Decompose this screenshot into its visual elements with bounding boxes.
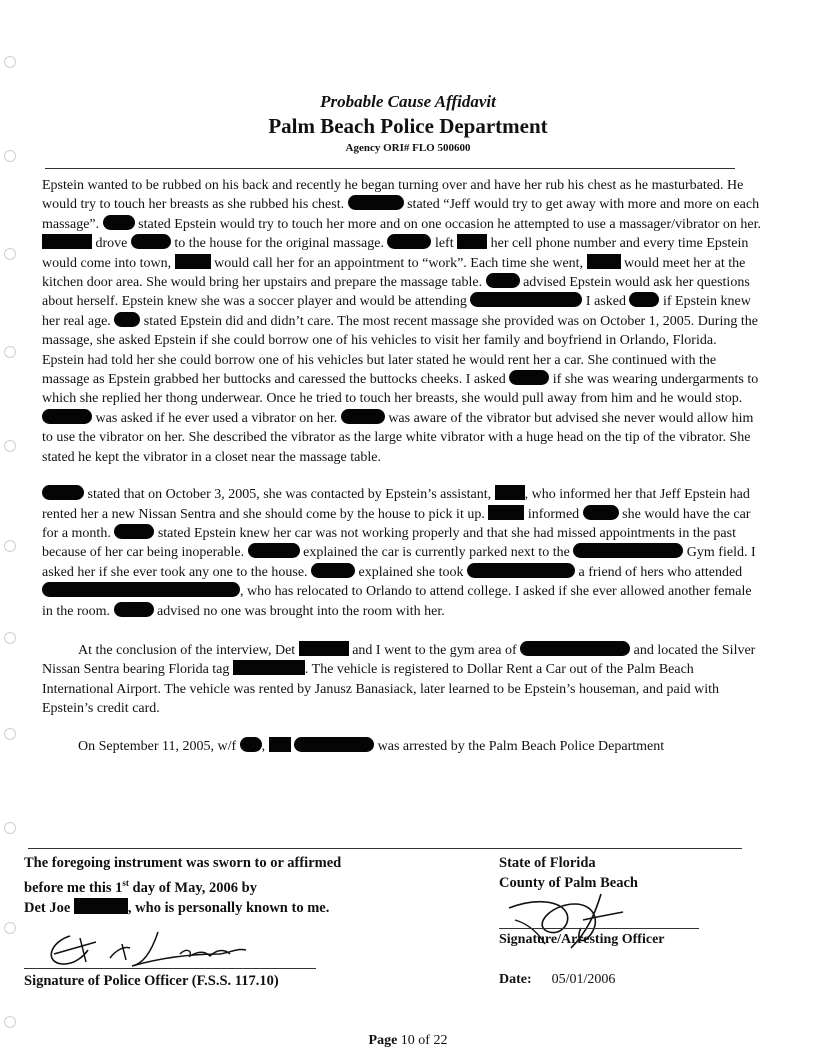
redaction-box bbox=[114, 524, 154, 539]
body-text-segment: informed bbox=[524, 506, 583, 522]
ordinal-suffix: st bbox=[122, 878, 129, 888]
punch-hole-mark bbox=[4, 248, 16, 260]
redaction-box bbox=[248, 543, 300, 558]
redaction-box bbox=[573, 543, 683, 558]
punch-hole-mark bbox=[4, 1016, 16, 1028]
body-text-segment: , who has relocated to Orlando to attend college. I asked if she ever allowed another female in the room. bbox=[42, 584, 752, 619]
redaction-box bbox=[311, 563, 355, 578]
redaction-box bbox=[348, 195, 404, 210]
header-divider bbox=[45, 168, 735, 169]
body-text-segment: explained the car is currently parked next to the bbox=[299, 545, 574, 561]
agency-ori: Agency ORI# FLO 500600 bbox=[345, 142, 471, 154]
redaction-box bbox=[509, 370, 549, 385]
redaction-box bbox=[240, 737, 262, 752]
sworn-line-2-rest: day of May, 2006 by bbox=[128, 879, 257, 896]
body-text-segment: was arrested by the Palm Beach Police Department bbox=[374, 738, 665, 754]
body-text-segment: she would have the car for a month. bbox=[42, 506, 751, 541]
redaction-box bbox=[470, 292, 582, 307]
date-value: 05/01/2006 bbox=[551, 972, 616, 987]
redaction-box bbox=[299, 641, 349, 656]
page-footer bbox=[0, 1033, 816, 1049]
body-text-segment: if Epstein knew her real age. bbox=[42, 294, 751, 329]
body-text-segment: . The vehicle is registered to Dollar Rent a Car out of the Palm Beach International Airport. The vehicle was rented by Janusz Banasiack, later learned to be Epstein’s houseman, and paid with Epstein’s credit card. bbox=[42, 662, 719, 717]
body-text-segment: stated Epstein would try to touch her more and on one occasion he attempted to use a massager/vibrator on her. bbox=[134, 216, 761, 232]
page-total: of 22 bbox=[418, 1033, 448, 1048]
redaction-box bbox=[467, 563, 575, 578]
paragraph-4 bbox=[42, 737, 762, 756]
arresting-signature-label: Signature/Arresting Officer bbox=[499, 932, 665, 947]
sworn-line-3-text: Det Joe bbox=[24, 899, 74, 916]
police-signature-label: Signature of Police Officer (F.S.S. 117.10) bbox=[24, 973, 279, 989]
punch-hole-mark bbox=[4, 632, 16, 644]
paragraph-1 bbox=[42, 176, 762, 467]
redaction-box bbox=[131, 234, 171, 249]
body-text-segment: drove bbox=[92, 236, 131, 252]
redaction-box bbox=[42, 485, 84, 500]
redaction-box bbox=[583, 505, 619, 520]
body-text-segment: would call her for an appointment to “work”. Each time she went, bbox=[210, 255, 587, 271]
body-text-segment: would meet her at the kitchen door area. She would bring her upstairs and prepare the massage table. bbox=[42, 255, 746, 291]
redaction-box bbox=[74, 898, 128, 914]
body-text-segment: was aware of the vibrator but advised she never would allow him to use the vibrator on her. She described the vibrator as the large white vibrator with a huge head on the tip of the vibrator. She stated he kept the vibrator in a closet near the massage table. bbox=[42, 410, 754, 465]
sworn-line-1: The foregoing instrument was sworn to or affirmed bbox=[24, 855, 342, 871]
redaction-box bbox=[488, 505, 524, 520]
redaction-box bbox=[294, 737, 374, 752]
police-officer-signature bbox=[40, 928, 280, 970]
body-text-segment: , bbox=[261, 738, 269, 754]
redaction-box bbox=[629, 292, 659, 307]
sworn-line-2-text: before me this 1 bbox=[24, 879, 123, 896]
redaction-box bbox=[114, 312, 140, 327]
body-text-segment: and I went to the gym area of bbox=[348, 642, 521, 658]
redaction-box bbox=[495, 485, 525, 500]
body-text-segment: stated that on October 3, 2005, she was contacted by Epstein’s assistant, bbox=[84, 487, 495, 503]
body-text-segment: if she was wearing undergarments to which she replied her thong underwear. Once he tried to touch her breasts, she would pull away from him and he would stop. bbox=[42, 372, 759, 407]
redaction-box bbox=[341, 409, 385, 424]
redaction-box bbox=[114, 602, 154, 617]
punch-hole-mark bbox=[4, 922, 16, 934]
punch-hole-mark bbox=[4, 540, 16, 552]
county-line: County of Palm Beach bbox=[499, 875, 638, 891]
punch-hole-mark bbox=[4, 728, 16, 740]
date-label: Date: bbox=[499, 972, 532, 987]
body-text-segment: left bbox=[431, 236, 458, 252]
redaction-box bbox=[269, 737, 291, 752]
body-text-segment: her cell phone number and every time Epstein would come into town, bbox=[42, 236, 749, 271]
body-text-segment: advised Epstein would ask her questions about herself. Epstein knew she was a soccer player and would be attending bbox=[42, 275, 750, 310]
punch-hole-mark bbox=[4, 346, 16, 358]
sworn-statement bbox=[24, 853, 341, 918]
body-text-segment: Gym field. I asked her if she ever took any one to the house. bbox=[42, 545, 756, 580]
body-text-segment: explained she took bbox=[355, 564, 468, 580]
document-header bbox=[0, 92, 816, 154]
body-text-segment: At the conclusion of the interview, Det bbox=[78, 642, 299, 658]
paragraph-3 bbox=[42, 641, 762, 719]
jurisdiction-block bbox=[499, 853, 638, 893]
body-text-segment: to the house for the original massage. bbox=[170, 236, 388, 252]
state-line: State of Florida bbox=[499, 855, 596, 871]
page-number: 10 bbox=[400, 1033, 415, 1048]
body-text-segment: I asked bbox=[582, 294, 630, 310]
body-text-segment: a friend of hers who attended bbox=[575, 564, 743, 580]
sworn-line-2 bbox=[24, 873, 341, 898]
redaction-box bbox=[457, 234, 487, 249]
redaction-box bbox=[103, 215, 135, 230]
body-text-segment: Epstein wanted to be rubbed on his back and recently he began turning over and have her rub his chest as he masturbated. He would try to touch her breasts as she rubbed his chest. bbox=[42, 178, 744, 213]
redaction-box bbox=[42, 409, 92, 424]
body-text-segment: On September 11, 2005, w/f bbox=[78, 738, 240, 754]
date-row bbox=[499, 972, 615, 988]
sworn-line-3-rest: , who is personally known to me. bbox=[127, 899, 330, 916]
signature-section-divider bbox=[28, 848, 742, 849]
paragraph-2 bbox=[42, 485, 762, 621]
redaction-box bbox=[175, 254, 211, 269]
redaction-box bbox=[387, 234, 431, 249]
document-title: Palm Beach Police Department bbox=[268, 114, 548, 138]
redaction-box bbox=[486, 273, 520, 288]
punch-hole-mark bbox=[4, 822, 16, 834]
body-text-segment: stated Epstein did and didn’t care. The most recent massage she provided was on October 1, 2005. During the massage, she asked Epstein if she could borrow one of his vehicles to visit her family and boyfriend in Orlando, Florida. Epstein had told her she could borrow one of his vehicles but later stated he would rent her a car. She continued with the massage as Epstein grabbed her buttocks and caressed the buttocks cheeks. I asked bbox=[42, 313, 758, 388]
redaction-box bbox=[42, 582, 240, 597]
redaction-box bbox=[520, 641, 630, 656]
body-text-segment: advised no one was brought into the room with her. bbox=[153, 603, 445, 619]
body-text-segment: stated “Jeff would try to get away with more and more on each massage”. bbox=[42, 197, 760, 232]
redaction-box bbox=[42, 234, 92, 249]
body-text-segment: , who informed her that Jeff Epstein had rented her a new Nissan Sentra and she should come by the house to pick it up. bbox=[42, 487, 750, 522]
document-subtitle: Probable Cause Affidavit bbox=[320, 92, 496, 111]
body-text-segment: and located the Silver Nissan Sentra bearing Florida tag bbox=[42, 642, 756, 678]
affidavit-body bbox=[42, 176, 762, 756]
police-signature-line bbox=[24, 968, 316, 969]
body-text-segment: stated Epstein knew her car was not working properly and that she had missed appointments in the past because of her car being inoperable. bbox=[42, 525, 736, 561]
punch-hole-mark bbox=[4, 56, 16, 68]
page-label: Page bbox=[368, 1033, 398, 1048]
redaction-box bbox=[587, 254, 621, 269]
body-text-segment: was asked if he ever used a vibrator on her. bbox=[92, 410, 341, 426]
redaction-box bbox=[233, 660, 305, 675]
punch-hole-mark bbox=[4, 440, 16, 452]
sworn-line-3 bbox=[24, 898, 341, 918]
arresting-signature-line bbox=[499, 928, 699, 929]
